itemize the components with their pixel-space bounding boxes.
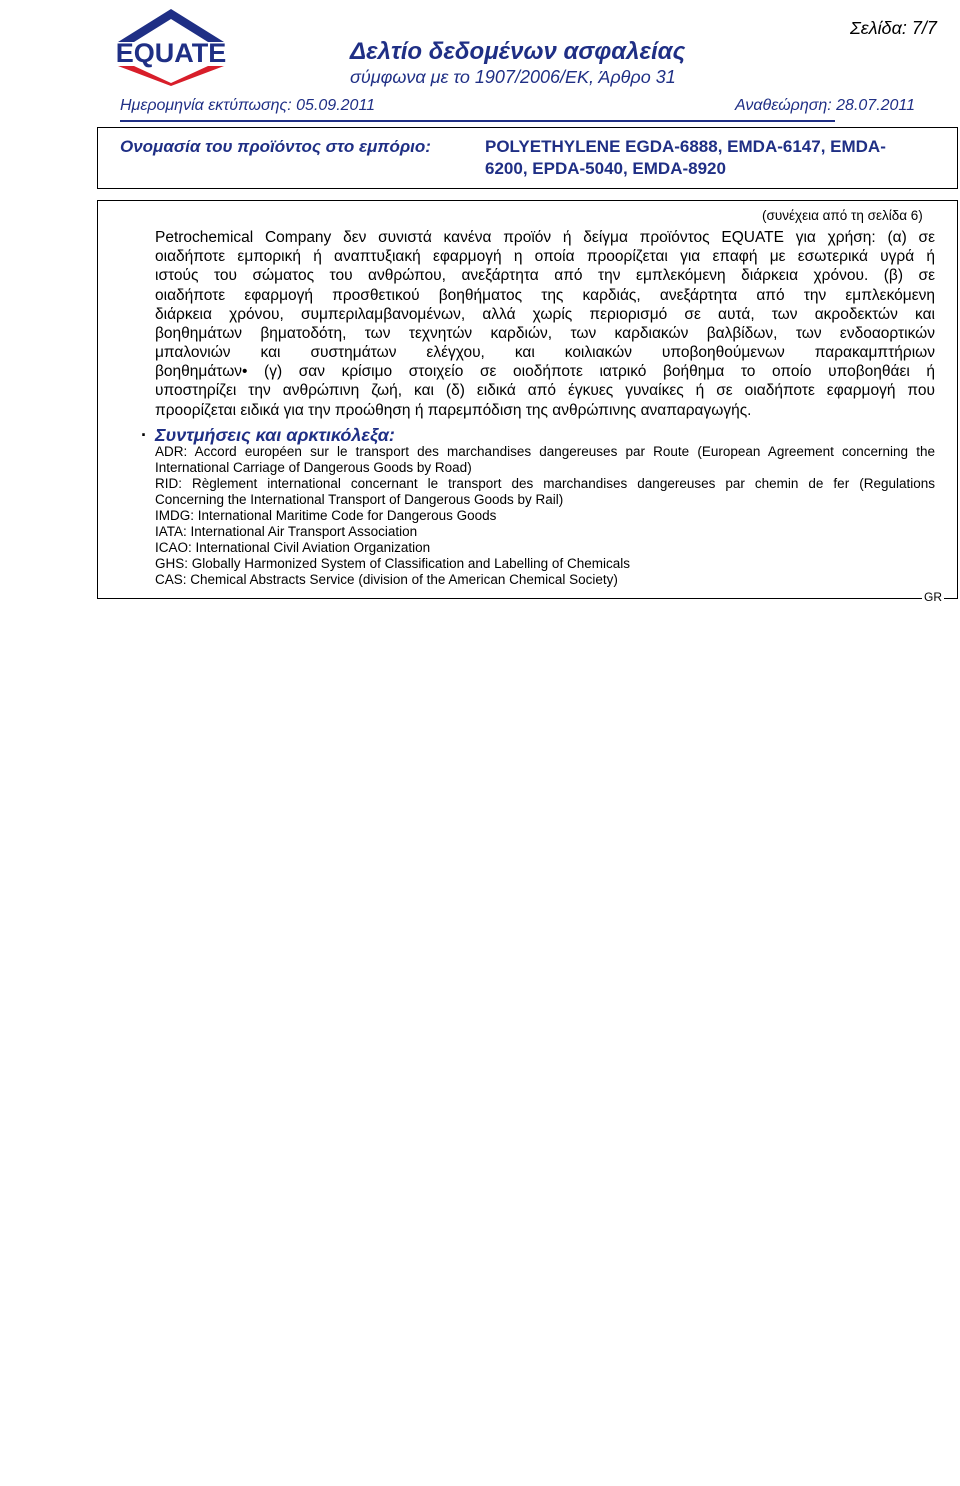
abbreviation-line: GHS: Globally Harmonized System of Classification and Labelling of Chemicals <box>155 556 630 571</box>
paragraph-line: μπαλονιών και συστημάτων ελέγχου, και κοιλιακών υποβοηθούμενων παρακαμπτήριων <box>155 344 935 361</box>
paragraph-line: Petrochemical Company δεν συνιστά κανένα προϊόν ή δείγμα προϊόντος EQUATE για χρήση: (α) σε <box>155 229 935 246</box>
product-name-line-2: 6200, EPDA-5040, EMDA-8920 <box>485 159 726 178</box>
abbreviation-line: Concerning the International Transport of Dangerous Goods by Rail) <box>155 492 564 507</box>
paragraph-line: βοηθημάτων βηματοδότη, των τεχνητών καρδιών, των καρδιακών βαλβίδων, των ενδοαορτικών <box>155 325 935 342</box>
country-code-tag: GR <box>924 590 942 604</box>
abbreviation-line: International Carriage of Dangerous Goods by Road) <box>155 460 472 475</box>
paragraph-line: διάρκεια χρόνου, συμπεριλαμβανομένων, αλλά χωρίς περιορισμό σε αυτά, των ακροδεκτών και <box>155 306 935 323</box>
print-date: Ημερομηνία εκτύπωσης: 05.09.2011 <box>120 97 376 114</box>
logo-wordmark: EQUATE <box>115 38 227 68</box>
product-name-label: Ονομασία του προϊόντος στο εμπόριο: <box>120 137 431 156</box>
abbreviation-line: CAS: Chemical Abstracts Service (division of the American Chemical Society) <box>155 572 618 587</box>
header-divider <box>120 120 835 122</box>
abbreviation-line: IATA: International Air Transport Association <box>155 524 418 539</box>
page-number: Σελίδα: 7/7 <box>850 18 937 38</box>
abbreviation-line: ICAO: International Civil Aviation Organization <box>155 540 431 555</box>
paragraph-line: προορίζεται ειδικά για την προώθηση ή παρεμπόδιση της ανθρώπινης αναπαραγωγής. <box>155 402 752 419</box>
equate-logo <box>96 6 246 86</box>
paragraph-line: ιστούς του σώματος του ανθρώπου, ανεξάρτητα από την εμπλεκόμενη διάρκεια χρόνου. (β) σε <box>155 267 935 284</box>
abbreviations-heading: Συντμήσεις και αρκτικόλεξα: <box>155 425 395 445</box>
abbreviation-line: RID: Règlement international concernant le transport des marchandises dangereuses par chemin de fer (Regulations <box>155 476 935 491</box>
section-bullet: · <box>141 425 147 445</box>
document-subtitle: σύμφωνα με το 1907/2006/ΕΚ, Άρθρο 31 <box>350 67 676 87</box>
paragraph-line: οιαδήποτε εφαρμογή προσθετικού βοηθήματος της καρδιάς, ανεξάρτητα από την εμπλεκόμενη <box>155 287 935 304</box>
abbreviation-line: ADR: Accord européen sur le transport des marchandises dangereuses par Route (European Agreement concerning the <box>155 444 935 459</box>
paragraph-line: υποστηρίζει την ανθρώπινη ζωή, και (δ) ειδικά από έγκυες γυναίκες ή σε οιαδήποτε εφαρμογή που <box>155 382 935 399</box>
revision-date: Αναθεώρηση: 28.07.2011 <box>735 97 916 114</box>
product-name-line-1: POLYETHYLENE EGDA-6888, EMDA-6147, EMDA- <box>485 137 886 156</box>
continued-note: (συνέχεια από τη σελίδα 6) <box>762 208 923 223</box>
document-title: Δελτίο δεδομένων ασφαλείας <box>350 38 686 65</box>
product-name-box <box>97 127 958 189</box>
abbreviation-line: IMDG: International Maritime Code for Dangerous Goods <box>155 508 497 523</box>
paragraph-line: οιαδήποτε εμπορική ή αναπτυξιακή εφαρμογή η οποία προορίζεται για επαφή με εσωτερικά υγρά ή <box>155 248 935 265</box>
paragraph-line: βοηθημάτων• (γ) σαν κρίσιμο στοιχείο σε οιοδήποτε ιατρικό βοήθημα το οποίο υποβοηθάει ή <box>155 363 935 380</box>
